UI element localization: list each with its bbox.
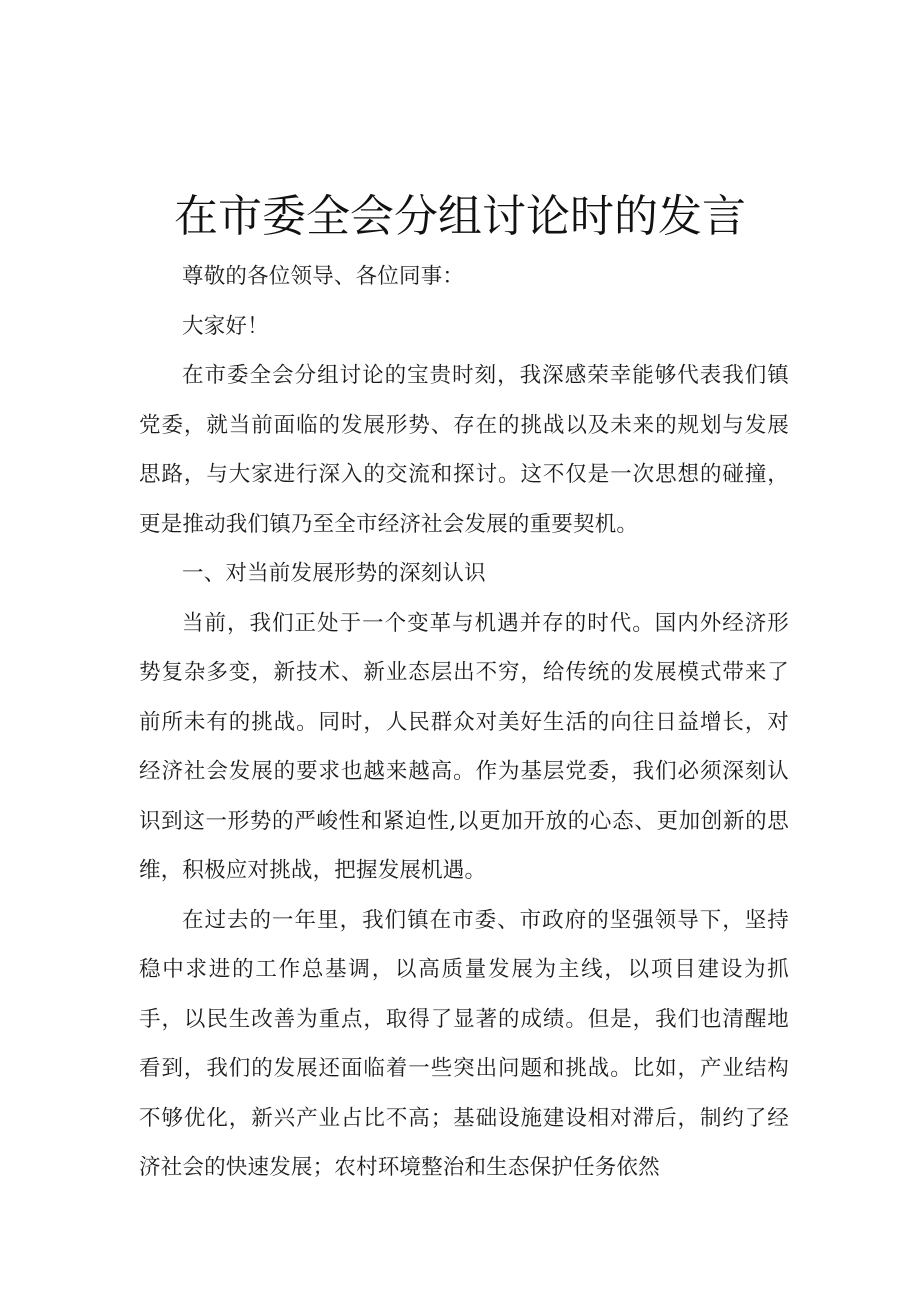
- body-paragraph: 当前，我们正处于一个变革与机遇并存的时代。国内外经济形势复杂多变，新技术、新业态层出不穷，给传统的发展模式带来了前所未有的挑战。同时，人民群众对美好生活的向往日益增长，对经济社会发展的要求也越来越高。作为基层党委，我们必须深刻认识到这一形势的严峻性和紧迫性,以更加开放的心态、更加创新的思维，积极应对挑战，把握发展机遇。: [139, 610, 789, 883]
- document-title: 在市委全会分组讨论时的发言: [174, 191, 746, 243]
- body-paragraph: 在过去的一年里，我们镇在市委、市政府的坚强领导下，坚持稳中求进的工作总基调，以高质量发展为主线，以项目建设为抓手，以民生改善为重点，取得了显著的成绩。但是，我们也清醒地看到，我们的发展还面临着一些突出问题和挑战。比如，产业结构不够优化，新兴产业占比不高；基础设施建设相对滞后，制约了经济社会的快速发展；农村环境整治和生态保护任务依然: [139, 907, 789, 1180]
- section-heading: 一、对当前发展形势的深刻认识: [182, 561, 486, 586]
- greeting: 大家好！: [182, 313, 269, 339]
- document-body: [139, 252, 789, 1193]
- body-paragraph: 在市委全会分组讨论的宝贵时刻，我深感荣幸能够代表我们镇党委，就当前面临的发展形势、存在的挑战以及未来的规划与发展思路，与大家进行深入的交流和探讨。这不仅是一次思想的碰撞，更是推动我们镇乃至全市经济社会发展的重要契机。: [139, 363, 789, 537]
- salutation: 尊敬的各位领导、各位同事：: [182, 264, 465, 289]
